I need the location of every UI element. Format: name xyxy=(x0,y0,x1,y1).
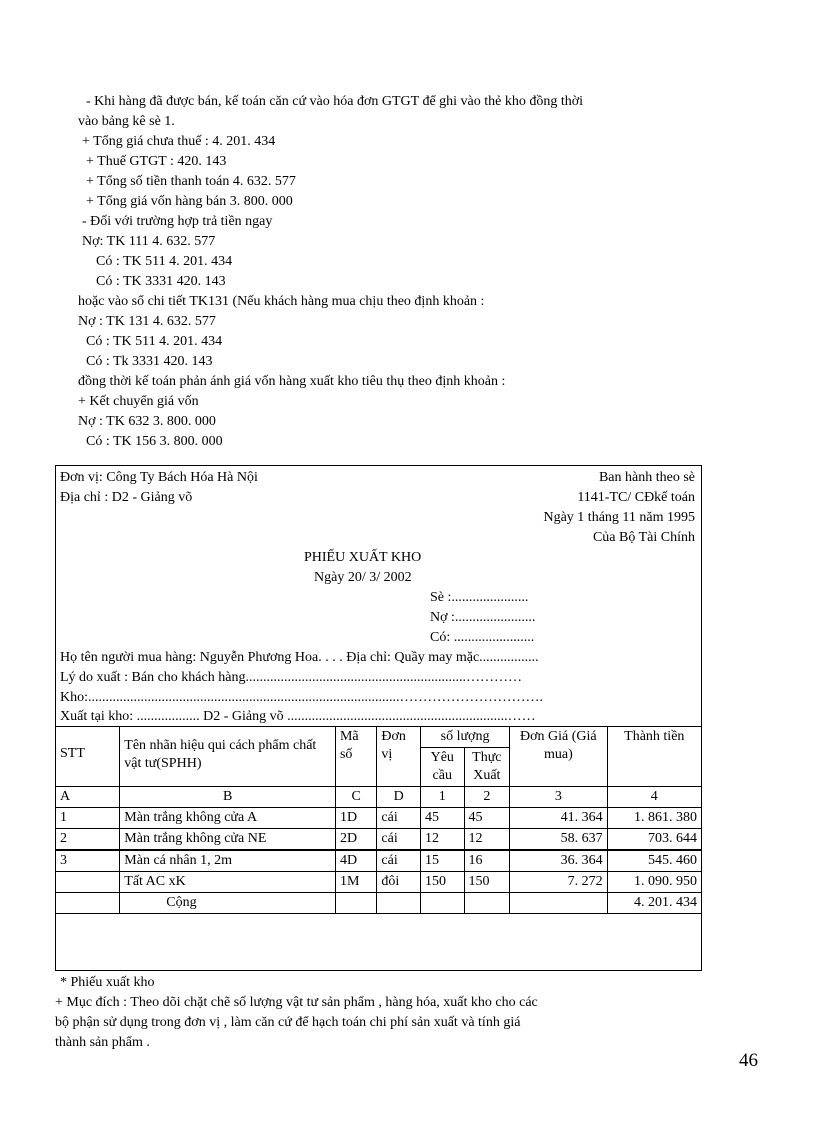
header-total: Thành tiền xyxy=(607,727,701,787)
cell-name: Màn cá nhân 1, 2m xyxy=(120,850,336,872)
letter-cell: 2 xyxy=(464,787,510,808)
form-issued-line: 1141-TC/ CĐkế toán xyxy=(577,490,695,505)
form-title: PHIẾU XUẤT KHO xyxy=(304,550,422,565)
intro-line: Có : TK 511 4. 201. 434 xyxy=(86,334,223,349)
intro-line: Có : TK 3331 420. 143 xyxy=(96,274,226,289)
cell-actual: 45 xyxy=(464,808,510,829)
header-unit: Đơn vị xyxy=(377,727,421,787)
form-reason: Lý do xuất : Bán cho khách hàng...............................................................………… xyxy=(60,670,522,685)
intro-line: + Tổng giá chưa thuế : 4. 201. 434 xyxy=(82,134,276,149)
cell-required: 45 xyxy=(420,808,464,829)
form-issued-line: Ngày 1 tháng 11 năm 1995 xyxy=(543,510,695,525)
cell-required: 15 xyxy=(420,850,464,872)
cell-empty xyxy=(335,893,376,914)
letter-cell: B xyxy=(120,787,336,808)
form-co: Có: ....................... xyxy=(430,630,535,645)
header-code: Mã số xyxy=(335,727,376,787)
cell-unit: cái xyxy=(377,850,421,872)
cell-name: Màn trắng không cửa NE xyxy=(120,829,336,851)
header-required: Yêu cầu xyxy=(420,748,464,787)
cell-actual: 12 xyxy=(464,829,510,851)
intro-line: Nợ: TK 111 4. 632. 577 xyxy=(82,234,216,249)
intro-line: - Đối với trường hợp trả tiền ngay xyxy=(82,214,273,229)
cell-actual: 150 xyxy=(464,872,510,893)
table-row xyxy=(56,850,702,872)
intro-line: Nợ : TK 131 4. 632. 577 xyxy=(78,314,216,329)
form-no: Nợ :....................... xyxy=(430,610,536,625)
letter-cell: D xyxy=(377,787,421,808)
table-header-row xyxy=(56,727,702,748)
cell-required: 150 xyxy=(420,872,464,893)
items-table xyxy=(55,726,702,914)
letter-cell: C xyxy=(335,787,376,808)
intro-line: vào bảng kê sè 1. xyxy=(78,114,175,129)
intro-line: Có : Tk 3331 420. 143 xyxy=(86,354,213,369)
intro-line: + Kết chuyển giá vốn xyxy=(78,394,199,409)
cell-total: 545. 460 xyxy=(607,850,701,872)
cell-total: 703. 644 xyxy=(607,829,701,851)
form-issued-line: Ban hành theo sè xyxy=(598,470,695,485)
form-export-at: Xuất tại kho: .................. D2 - Giảng võ ...............................................................…… xyxy=(60,709,536,724)
cell-code: 2D xyxy=(335,829,376,851)
intro-line: - Khi hàng đã được bán, kế toán căn cứ vào hóa đơn GTGT để ghi vào thẻ kho đồng thời xyxy=(86,94,584,109)
cell-unit: đôi xyxy=(377,872,421,893)
header-quantity: số lượng xyxy=(420,727,509,748)
intro-line: + Thuế GTGT : 420. 143 xyxy=(86,154,227,169)
table-row xyxy=(56,829,702,851)
table-letter-row xyxy=(56,787,702,808)
cell-required: 12 xyxy=(420,829,464,851)
cell-unit: cái xyxy=(377,808,421,829)
after-line: thành sản phẩm . xyxy=(55,1035,150,1050)
intro-line: Có : TK 511 4. 201. 434 xyxy=(96,254,233,269)
form-warehouse: Kho:.........................................................................................…………………………. xyxy=(60,690,543,705)
cell-stt: 3 xyxy=(56,850,120,872)
page-number: 46 xyxy=(739,1050,758,1071)
header-actual: Thực Xuất xyxy=(464,748,510,787)
cell-total: 1. 861. 380 xyxy=(607,808,701,829)
form-issued-line: Của Bộ Tài Chính xyxy=(592,530,695,545)
intro-line: hoặc vào sổ chi tiết TK131 (Nếu khách hàng mua chịu theo định khoản : xyxy=(78,294,485,309)
form-unit: Đơn vị: Công Ty Bách Hóa Hà Nội xyxy=(60,470,258,485)
table-total-row xyxy=(56,893,702,914)
intro-line: + Tổng số tiền thanh toán 4. 632. 577 xyxy=(86,174,296,189)
cell-name: Tất AC xK xyxy=(120,872,336,893)
cell-price: 58. 637 xyxy=(510,829,607,851)
letter-cell: A xyxy=(56,787,120,808)
cell-total: 1. 090. 950 xyxy=(607,872,701,893)
cell-code: 1M xyxy=(335,872,376,893)
header-stt: STT xyxy=(56,727,120,787)
export-voucher-form xyxy=(55,465,702,971)
cell-stt xyxy=(56,872,120,893)
form-date: Ngày 20/ 3/ 2002 xyxy=(314,570,412,585)
cell-price: 41. 364 xyxy=(510,808,607,829)
after-line: bộ phận sử dụng trong đơn vị , làm căn cứ để hạch toán chi phí sản xuất và tính giá xyxy=(55,1015,521,1030)
cell-name: Màn trắng không cửa A xyxy=(120,808,336,829)
letter-cell: 1 xyxy=(420,787,464,808)
after-line: + Mục đích : Theo dõi chặt chẽ số lượng vật tư sản phẩm , hàng hóa, xuất kho cho các xyxy=(55,995,538,1010)
cell-actual: 16 xyxy=(464,850,510,872)
after-line: * Phiếu xuất kho xyxy=(60,975,155,990)
cell-empty xyxy=(420,893,464,914)
form-buyer: Họ tên người mua hàng: Nguyễn Phương Hoa. . . . Địa chỉ: Quầy may mặc................. xyxy=(60,650,539,665)
total-value: 4. 201. 434 xyxy=(607,893,701,914)
cell-price: 7. 272 xyxy=(510,872,607,893)
form-so: Sè :...................... xyxy=(430,590,529,605)
total-label: Cộng xyxy=(120,893,336,914)
cell-code: 4D xyxy=(335,850,376,872)
letter-cell: 4 xyxy=(607,787,701,808)
form-address: Địa chỉ : D2 - Giảng võ xyxy=(60,490,193,505)
cell-empty xyxy=(377,893,421,914)
header-name: Tên nhãn hiệu qui cách phẩm chất vật tư(SPHH) xyxy=(120,727,336,787)
cell-empty xyxy=(56,893,120,914)
intro-line: Nợ : TK 632 3. 800. 000 xyxy=(78,414,216,429)
intro-line: Có : TK 156 3. 800. 000 xyxy=(86,434,223,449)
table-row xyxy=(56,872,702,893)
cell-unit: cái xyxy=(377,829,421,851)
cell-code: 1D xyxy=(335,808,376,829)
table-row xyxy=(56,808,702,829)
cell-price: 36. 364 xyxy=(510,850,607,872)
header-price: Đơn Giá (Giá mua) xyxy=(510,727,607,787)
cell-stt: 2 xyxy=(56,829,120,851)
letter-cell: 3 xyxy=(510,787,607,808)
intro-line: + Tổng giá vốn hàng bán 3. 800. 000 xyxy=(86,194,293,209)
cell-empty xyxy=(510,893,607,914)
cell-stt: 1 xyxy=(56,808,120,829)
cell-empty xyxy=(464,893,510,914)
intro-line: đồng thời kế toán phản ánh giá vốn hàng xuất kho tiêu thụ theo định khoản : xyxy=(78,374,506,389)
